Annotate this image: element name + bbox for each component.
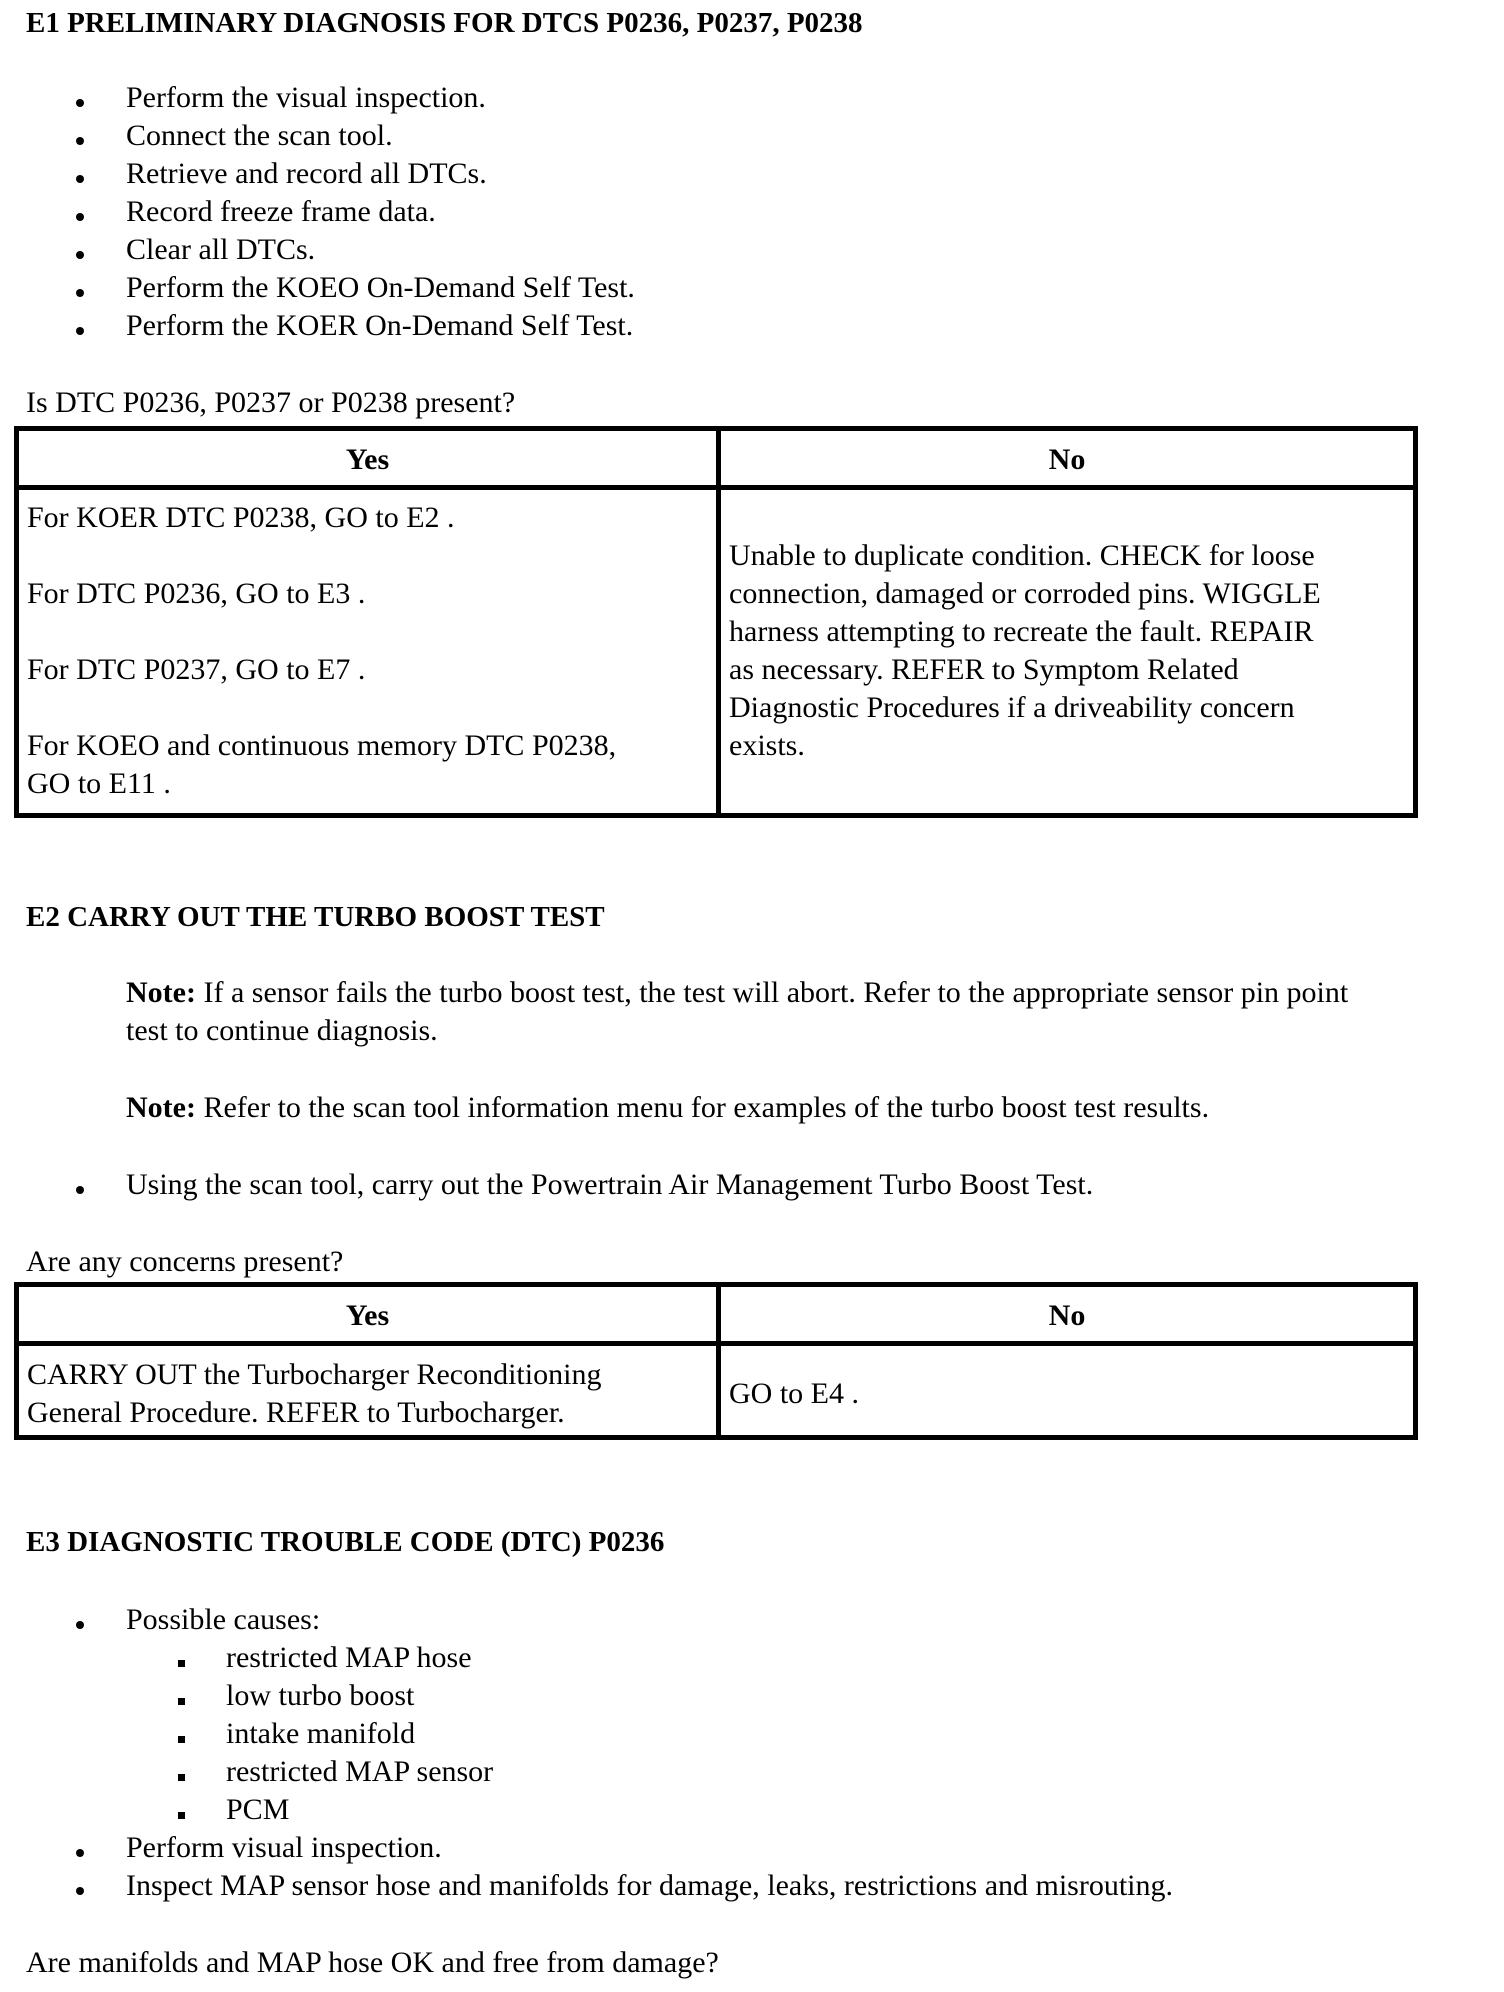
bullet-icon bbox=[76, 310, 84, 348]
bullet-icon bbox=[76, 272, 84, 310]
no-line: Unable to duplicate condition. CHECK for loose bbox=[729, 539, 1315, 572]
list-item: Clear all DTCs. bbox=[126, 233, 316, 266]
list-item: Perform visual inspection. bbox=[126, 1831, 442, 1864]
list-item: Perform the KOEO On-Demand Self Test. bbox=[126, 271, 635, 304]
yes-line: For DTC P0236, GO to E3 . bbox=[27, 577, 366, 610]
e2-note-2 bbox=[126, 1089, 1209, 1127]
square-bullet-icon bbox=[178, 1680, 185, 1718]
bullet-icon bbox=[76, 234, 84, 272]
bullet-icon bbox=[76, 158, 84, 196]
list-item: Record freeze frame data. bbox=[126, 195, 436, 228]
e3-heading: E3 DIAGNOSTIC TROUBLE CODE (DTC) P0236 bbox=[26, 1526, 665, 1558]
square-bullet-icon bbox=[178, 1756, 185, 1794]
e2-question: Are any concerns present? bbox=[26, 1245, 344, 1278]
e1-decision-table bbox=[14, 426, 1418, 818]
e3-question: Are manifolds and MAP hose OK and free from damage? bbox=[26, 1946, 719, 1979]
list-item: Perform the visual inspection. bbox=[126, 81, 486, 114]
no-line: connection, damaged or corroded pins. WIGGLE bbox=[729, 577, 1321, 610]
note-text: Refer to the scan tool information menu for examples of the turbo boost test results. bbox=[195, 1091, 1210, 1124]
yes-line: General Procedure. REFER to Turbocharger. bbox=[27, 1396, 565, 1429]
list-item: low turbo boost bbox=[226, 1679, 415, 1712]
e1-question: Is DTC P0236, P0237 or P0238 present? bbox=[26, 386, 516, 419]
list-item: restricted MAP hose bbox=[226, 1641, 472, 1674]
no-line: as necessary. REFER to Symptom Related bbox=[729, 653, 1239, 686]
list-item: intake manifold bbox=[226, 1717, 416, 1750]
bullet-icon bbox=[76, 120, 84, 158]
list-item: Using the scan tool, carry out the Powertrain Air Management Turbo Boost Test. bbox=[126, 1168, 1094, 1201]
bullet-icon bbox=[76, 82, 84, 120]
e2-note-1 bbox=[126, 974, 1348, 1012]
no-line: exists. bbox=[729, 729, 805, 762]
no-line: GO to E4 . bbox=[729, 1377, 859, 1410]
bullet-icon bbox=[76, 196, 84, 234]
note-label: Note: bbox=[126, 976, 196, 1009]
list-item: Retrieve and record all DTCs. bbox=[126, 157, 487, 190]
yes-line: GO to E11 . bbox=[27, 767, 171, 800]
square-bullet-icon bbox=[178, 1718, 185, 1756]
note-label: Note: bbox=[126, 1091, 196, 1124]
square-bullet-icon bbox=[178, 1642, 185, 1680]
square-bullet-icon bbox=[178, 1794, 185, 1832]
list-item: restricted MAP sensor bbox=[226, 1755, 494, 1788]
yes-line: For KOEO and continuous memory DTC P0238, bbox=[27, 729, 617, 762]
e2-note-1-cont: test to continue diagnosis. bbox=[126, 1014, 438, 1047]
bullet-icon bbox=[76, 1870, 84, 1908]
list-item: Inspect MAP sensor hose and manifolds for damage, leaks, restrictions and misrouting. bbox=[126, 1869, 1174, 1902]
yes-line: CARRY OUT the Turbocharger Reconditioning bbox=[27, 1358, 602, 1391]
list-item: Perform the KOER On-Demand Self Test. bbox=[126, 309, 634, 342]
yes-header: Yes bbox=[345, 1299, 390, 1332]
bullet-icon bbox=[76, 1169, 84, 1207]
bullet-icon bbox=[76, 1832, 84, 1870]
bullet-icon bbox=[76, 1604, 84, 1642]
list-item: Possible causes: bbox=[126, 1603, 321, 1636]
e1-heading: E1 PRELIMINARY DIAGNOSIS FOR DTCS P0236, P0237, P0238 bbox=[26, 7, 863, 39]
no-header: No bbox=[1048, 443, 1086, 476]
list-item: PCM bbox=[226, 1793, 290, 1826]
yes-header: Yes bbox=[345, 443, 390, 476]
no-header: No bbox=[1048, 1299, 1086, 1332]
e2-decision-table bbox=[14, 1282, 1418, 1440]
no-line: Diagnostic Procedures if a driveability concern bbox=[729, 691, 1295, 724]
yes-line: For KOER DTC P0238, GO to E2 . bbox=[27, 501, 455, 534]
e2-heading: E2 CARRY OUT THE TURBO BOOST TEST bbox=[26, 901, 605, 933]
note-text: If a sensor fails the turbo boost test, the test will abort. Refer to the appropriate sensor pin point bbox=[195, 976, 1349, 1009]
yes-line: For DTC P0237, GO to E7 . bbox=[27, 653, 366, 686]
no-line: harness attempting to recreate the fault. REPAIR bbox=[729, 615, 1314, 648]
list-item: Connect the scan tool. bbox=[126, 119, 393, 152]
